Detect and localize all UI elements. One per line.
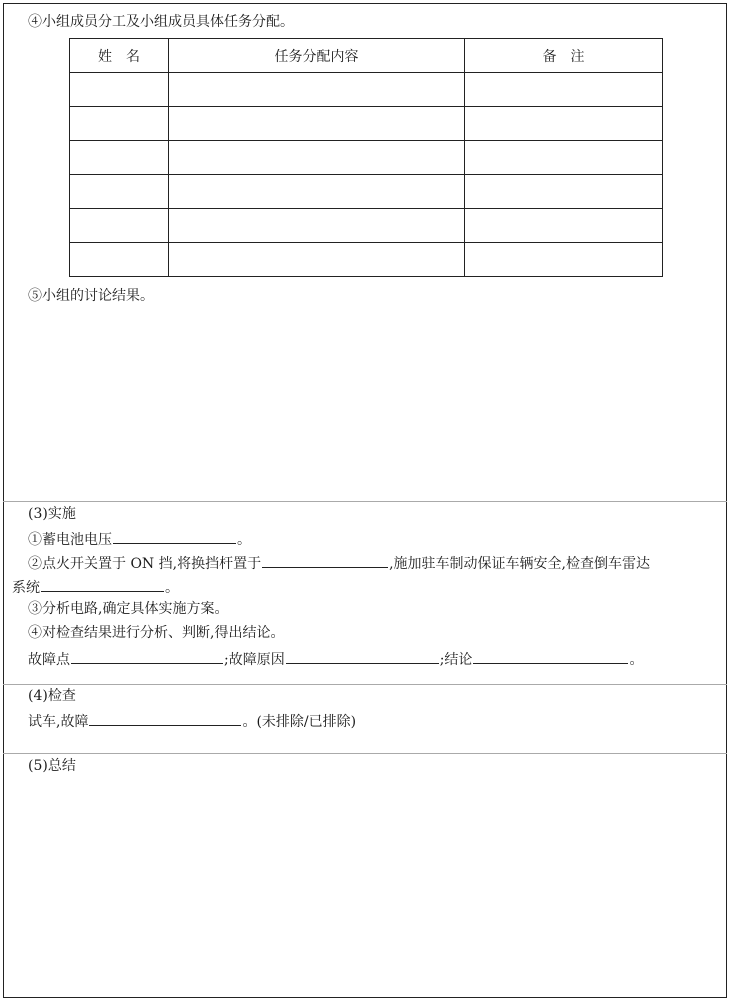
task-cell[interactable] xyxy=(169,107,465,141)
fault-status-blank[interactable] xyxy=(89,711,241,726)
table-row xyxy=(70,209,663,243)
analyze-circuit-line: ③分析电路,确定具体实施方案。 xyxy=(28,601,229,617)
ignition-line xyxy=(28,553,650,573)
battery-voltage-label: ①蓄电池电压 xyxy=(28,532,112,548)
discussion-answer-area[interactable] xyxy=(28,310,718,495)
check-title: (4)检查 xyxy=(28,688,76,704)
radar-system-line xyxy=(12,577,179,597)
summary-title: (5)总结 xyxy=(28,758,76,774)
test-drive-options: 。(未排除/已排除) xyxy=(242,714,357,730)
table-row xyxy=(70,243,663,277)
fault-cause-label: ;故障原因 xyxy=(224,652,285,668)
section-divider xyxy=(3,501,727,502)
name-cell[interactable] xyxy=(70,141,169,175)
ignition-middle-text: ,施加驻车制动保证车辆安全,检查倒车雷达 xyxy=(389,556,650,572)
battery-voltage-line xyxy=(28,529,251,549)
remarks-cell[interactable] xyxy=(465,73,663,107)
task-assignment-table xyxy=(69,38,663,277)
test-drive-label: 试车,故障 xyxy=(28,714,89,730)
summary-answer-area[interactable] xyxy=(28,782,718,987)
task-cell[interactable] xyxy=(169,209,465,243)
remarks-cell[interactable] xyxy=(465,175,663,209)
name-cell[interactable] xyxy=(70,209,169,243)
name-cell[interactable] xyxy=(70,175,169,209)
section-divider xyxy=(3,753,727,754)
header-name: 姓 名 xyxy=(70,39,169,73)
analyze-results-line: ④对检查结果进行分析、判断,得出结论。 xyxy=(28,625,285,641)
remarks-cell[interactable] xyxy=(465,243,663,277)
remarks-cell[interactable] xyxy=(465,141,663,175)
radar-system-label: 系统 xyxy=(12,580,40,596)
table-row xyxy=(70,73,663,107)
table-row xyxy=(70,175,663,209)
table-row xyxy=(70,141,663,175)
radar-system-end: 。 xyxy=(165,580,179,596)
section-divider xyxy=(3,684,727,685)
fault-line-end: 。 xyxy=(629,652,644,668)
gear-position-blank[interactable] xyxy=(262,553,388,568)
task-cell[interactable] xyxy=(169,243,465,277)
remarks-cell[interactable] xyxy=(465,209,663,243)
battery-voltage-blank[interactable] xyxy=(113,529,236,544)
test-drive-line xyxy=(28,711,356,731)
fault-point-label: 故障点 xyxy=(28,652,70,668)
task-cell[interactable] xyxy=(169,141,465,175)
task-cell[interactable] xyxy=(169,175,465,209)
header-task-content: 任务分配内容 xyxy=(169,39,465,73)
task-assignment-heading: ④小组成员分工及小组成员具体任务分配。 xyxy=(28,14,294,30)
radar-system-blank[interactable] xyxy=(41,577,164,592)
battery-voltage-end: 。 xyxy=(237,532,251,548)
name-cell[interactable] xyxy=(70,107,169,141)
task-cell[interactable] xyxy=(169,73,465,107)
header-remarks: 备 注 xyxy=(465,39,663,73)
conclusion-label: ;结论 xyxy=(439,652,473,668)
conclusion-blank[interactable] xyxy=(473,649,628,664)
remarks-cell[interactable] xyxy=(465,107,663,141)
table-row xyxy=(70,107,663,141)
fault-cause-blank[interactable] xyxy=(286,649,439,664)
discussion-heading: ⑤小组的讨论结果。 xyxy=(28,288,154,304)
name-cell[interactable] xyxy=(70,243,169,277)
table-header-row xyxy=(70,39,663,73)
fault-line xyxy=(28,649,643,669)
ignition-label: ②点火开关置于 ON 挡,将换挡杆置于 xyxy=(28,556,262,572)
implement-title: (3)实施 xyxy=(28,506,76,522)
name-cell[interactable] xyxy=(70,73,169,107)
fault-point-blank[interactable] xyxy=(71,649,223,664)
